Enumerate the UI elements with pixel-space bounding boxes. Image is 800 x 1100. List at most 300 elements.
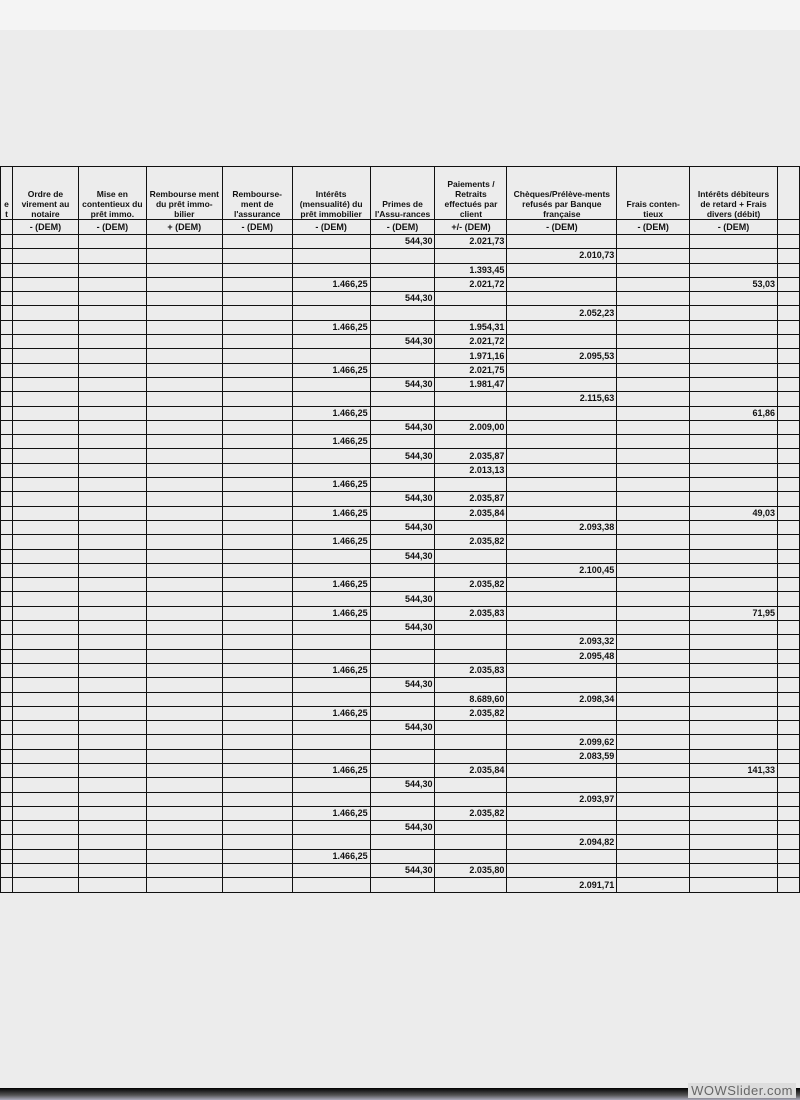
table-cell — [78, 806, 146, 820]
table-cell — [617, 492, 690, 506]
table-row — [1, 292, 800, 306]
table-cell — [690, 621, 778, 635]
table-cell — [78, 320, 146, 334]
table-row — [1, 492, 800, 506]
table-cell — [777, 778, 799, 792]
table-cell — [78, 435, 146, 449]
table-cell — [1, 249, 13, 263]
table-cell — [435, 649, 507, 663]
table-row — [1, 649, 800, 663]
table-cell — [12, 335, 78, 349]
table-cell — [12, 392, 78, 406]
table-cell — [78, 735, 146, 749]
table-cell — [12, 292, 78, 306]
table-cell — [690, 435, 778, 449]
table-cell — [222, 763, 292, 777]
table-cell — [617, 263, 690, 277]
table-cell — [1, 292, 13, 306]
table-row — [1, 749, 800, 763]
table-cell — [12, 692, 78, 706]
table-cell — [1, 806, 13, 820]
table-cell — [222, 392, 292, 406]
table-cell — [777, 263, 799, 277]
table-cell: 2.052,23 — [507, 306, 617, 320]
table-cell — [222, 420, 292, 434]
table-cell — [222, 306, 292, 320]
table-cell: 544,30 — [370, 449, 435, 463]
column-unit — [777, 220, 799, 235]
table-cell — [78, 749, 146, 763]
table-cell: 544,30 — [370, 721, 435, 735]
table-cell — [222, 249, 292, 263]
table-cell: 1.971,16 — [435, 349, 507, 363]
table-row — [1, 735, 800, 749]
table-cell — [435, 520, 507, 534]
table-cell — [78, 763, 146, 777]
table-cell — [690, 678, 778, 692]
table-cell — [777, 320, 799, 334]
table-cell — [12, 263, 78, 277]
table-cell — [777, 292, 799, 306]
table-cell — [78, 263, 146, 277]
table-cell — [370, 692, 435, 706]
table-cell — [617, 878, 690, 892]
table-cell — [1, 449, 13, 463]
table-cell — [12, 763, 78, 777]
table-row — [1, 864, 800, 878]
table-cell — [12, 377, 78, 391]
table-cell: 141,33 — [690, 763, 778, 777]
table-cell — [146, 663, 222, 677]
table-cell — [78, 478, 146, 492]
table-cell — [507, 778, 617, 792]
table-cell — [78, 535, 146, 549]
table-cell — [777, 749, 799, 763]
table-cell — [78, 706, 146, 720]
table-cell — [78, 678, 146, 692]
table-cell — [777, 692, 799, 706]
table-cell: 544,30 — [370, 678, 435, 692]
table-cell — [777, 349, 799, 363]
column-unit: - (DEM) — [370, 220, 435, 235]
table-cell — [78, 692, 146, 706]
table-cell — [12, 663, 78, 677]
table-cell — [12, 535, 78, 549]
table-cell — [370, 849, 435, 863]
table-cell — [146, 420, 222, 434]
table-cell — [777, 363, 799, 377]
table-cell: 2.010,73 — [507, 249, 617, 263]
table-cell — [78, 463, 146, 477]
table-cell — [12, 406, 78, 420]
table-cell — [690, 849, 778, 863]
table-cell — [617, 792, 690, 806]
column-header: Intérêts débiteurs de retard + Frais divers (débit) — [690, 167, 778, 220]
table-cell — [12, 435, 78, 449]
table-cell — [222, 263, 292, 277]
table-cell: 1.466,25 — [292, 849, 370, 863]
table-cell: 1.466,25 — [292, 277, 370, 291]
table-cell — [777, 792, 799, 806]
table-cell — [435, 592, 507, 606]
table-row — [1, 349, 800, 363]
table-cell — [617, 377, 690, 391]
table-cell — [370, 249, 435, 263]
table-cell — [370, 792, 435, 806]
table-cell — [222, 563, 292, 577]
table-cell — [370, 349, 435, 363]
table-cell — [690, 878, 778, 892]
table-cell — [617, 663, 690, 677]
table-cell: 2.098,34 — [507, 692, 617, 706]
table-cell — [617, 435, 690, 449]
table-cell — [777, 806, 799, 820]
slider-bottom-bar — [0, 1083, 800, 1100]
table-cell — [146, 306, 222, 320]
table-cell: 1.466,25 — [292, 506, 370, 520]
table-row — [1, 678, 800, 692]
table-cell — [12, 506, 78, 520]
table-cell — [222, 821, 292, 835]
table-cell: 544,30 — [370, 864, 435, 878]
table-cell — [292, 592, 370, 606]
table-cell — [78, 578, 146, 592]
table-cell — [12, 449, 78, 463]
table-cell — [617, 506, 690, 520]
table-cell: 1.981,47 — [435, 377, 507, 391]
table-cell — [777, 449, 799, 463]
table-cell: 2.013,13 — [435, 463, 507, 477]
table-cell — [146, 792, 222, 806]
table-cell — [370, 463, 435, 477]
table-cell — [617, 463, 690, 477]
table-cell — [78, 821, 146, 835]
table-cell — [435, 635, 507, 649]
column-header: Paiements / Retraits effectués par client — [435, 167, 507, 220]
column-unit — [1, 220, 13, 235]
table-cell — [435, 549, 507, 563]
table-cell — [78, 649, 146, 663]
table-cell — [435, 435, 507, 449]
table-cell — [690, 735, 778, 749]
table-cell — [1, 721, 13, 735]
table-cell — [1, 392, 13, 406]
table-cell — [12, 649, 78, 663]
table-cell — [1, 692, 13, 706]
table-cell — [617, 735, 690, 749]
table-cell — [507, 663, 617, 677]
table-cell — [370, 663, 435, 677]
table-cell — [690, 306, 778, 320]
column-unit: - (DEM) — [78, 220, 146, 235]
table-cell — [777, 392, 799, 406]
column-header — [777, 167, 799, 220]
header-row — [1, 167, 800, 220]
table-cell — [146, 806, 222, 820]
table-cell — [617, 406, 690, 420]
table-cell — [222, 277, 292, 291]
table-cell — [222, 792, 292, 806]
table-cell — [12, 249, 78, 263]
table-cell — [370, 306, 435, 320]
table-cell — [1, 420, 13, 434]
table-row — [1, 563, 800, 577]
table-cell — [617, 721, 690, 735]
table-row — [1, 792, 800, 806]
table-cell — [1, 763, 13, 777]
table-cell — [1, 563, 13, 577]
table-cell — [690, 235, 778, 249]
table-cell — [507, 435, 617, 449]
table-cell — [777, 849, 799, 863]
table-cell: 544,30 — [370, 235, 435, 249]
table-cell — [78, 592, 146, 606]
table-cell — [292, 249, 370, 263]
table-row — [1, 835, 800, 849]
table-cell — [617, 535, 690, 549]
table-cell — [146, 335, 222, 349]
table-cell: 2.035,82 — [435, 706, 507, 720]
column-unit: - (DEM) — [690, 220, 778, 235]
table-cell — [507, 549, 617, 563]
table-cell — [1, 635, 13, 649]
table-cell — [507, 721, 617, 735]
table-row — [1, 763, 800, 777]
table-cell — [12, 363, 78, 377]
table-cell — [146, 692, 222, 706]
table-cell — [777, 621, 799, 635]
table-cell — [146, 778, 222, 792]
column-unit: +/- (DEM) — [435, 220, 507, 235]
table-cell — [435, 721, 507, 735]
table-cell: 2.035,83 — [435, 663, 507, 677]
table-cell — [1, 778, 13, 792]
table-cell — [1, 663, 13, 677]
table-cell — [507, 263, 617, 277]
table-cell — [690, 864, 778, 878]
table-cell — [1, 506, 13, 520]
table-cell — [146, 749, 222, 763]
table-cell — [78, 849, 146, 863]
table-cell: 2.021,75 — [435, 363, 507, 377]
column-unit: + (DEM) — [146, 220, 222, 235]
table-cell — [146, 406, 222, 420]
table-cell — [617, 277, 690, 291]
table-row — [1, 449, 800, 463]
table-cell — [777, 878, 799, 892]
table-cell — [12, 349, 78, 363]
table-cell — [507, 320, 617, 334]
table-cell — [146, 649, 222, 663]
table-cell: 71,95 — [690, 606, 778, 620]
table-cell — [146, 864, 222, 878]
table-row — [1, 578, 800, 592]
table-cell: 2.021,72 — [435, 335, 507, 349]
table-cell — [690, 377, 778, 391]
scanned-page — [0, 30, 800, 1088]
table-cell — [146, 821, 222, 835]
table-cell — [1, 606, 13, 620]
column-header: Ordre de virement au notaire — [12, 167, 78, 220]
table-cell — [222, 621, 292, 635]
table-cell — [12, 864, 78, 878]
table-cell — [222, 864, 292, 878]
table-cell: 2.021,73 — [435, 235, 507, 249]
table-row — [1, 506, 800, 520]
table-cell — [690, 649, 778, 663]
table-row — [1, 663, 800, 677]
table-cell: 2.035,87 — [435, 449, 507, 463]
table-cell — [435, 406, 507, 420]
table-cell — [370, 635, 435, 649]
table-cell: 2.035,82 — [435, 806, 507, 820]
column-unit: - (DEM) — [12, 220, 78, 235]
table-cell — [370, 606, 435, 620]
table-cell — [1, 621, 13, 635]
table-cell: 2.100,45 — [507, 563, 617, 577]
table-cell — [222, 492, 292, 506]
table-cell — [292, 492, 370, 506]
table-cell — [690, 349, 778, 363]
table-cell — [1, 235, 13, 249]
table-cell — [370, 835, 435, 849]
table-cell — [507, 492, 617, 506]
table-cell — [617, 849, 690, 863]
table-cell — [777, 478, 799, 492]
table-cell — [292, 635, 370, 649]
table-row — [1, 878, 800, 892]
table-cell — [1, 492, 13, 506]
table-cell — [617, 306, 690, 320]
table-cell — [292, 549, 370, 563]
table-row — [1, 335, 800, 349]
table-cell — [777, 249, 799, 263]
table-cell — [222, 592, 292, 606]
table-cell — [78, 549, 146, 563]
table-row — [1, 478, 800, 492]
table-cell — [507, 606, 617, 620]
table-cell — [292, 821, 370, 835]
table-cell — [507, 621, 617, 635]
table-cell — [690, 749, 778, 763]
table-cell: 2.035,82 — [435, 535, 507, 549]
table-cell — [146, 520, 222, 534]
table-row — [1, 420, 800, 434]
table-cell — [617, 292, 690, 306]
table-cell — [1, 592, 13, 606]
table-cell: 1.466,25 — [292, 363, 370, 377]
table-cell — [146, 235, 222, 249]
table-cell — [777, 706, 799, 720]
table-cell — [12, 821, 78, 835]
table-cell: 544,30 — [370, 492, 435, 506]
table-cell — [435, 792, 507, 806]
table-cell — [507, 678, 617, 692]
table-cell: 544,30 — [370, 520, 435, 534]
table-cell — [12, 635, 78, 649]
table-cell — [146, 277, 222, 291]
table-cell — [435, 478, 507, 492]
table-cell — [370, 406, 435, 420]
column-header: Mise en contentieux du prêt immo. — [78, 167, 146, 220]
table-cell — [1, 749, 13, 763]
table-cell — [690, 492, 778, 506]
table-cell — [617, 363, 690, 377]
table-cell — [617, 806, 690, 820]
table-cell: 53,03 — [690, 277, 778, 291]
table-cell — [777, 635, 799, 649]
table-cell — [1, 263, 13, 277]
table-cell — [146, 292, 222, 306]
table-cell — [777, 535, 799, 549]
table-row — [1, 277, 800, 291]
table-cell — [146, 492, 222, 506]
table-cell — [146, 849, 222, 863]
table-cell — [12, 478, 78, 492]
table-cell — [12, 621, 78, 635]
table-cell — [146, 349, 222, 363]
column-header: Chèques/Prélève-ments refusés par Banque française — [507, 167, 617, 220]
table-row — [1, 821, 800, 835]
table-cell — [222, 878, 292, 892]
table-cell — [292, 420, 370, 434]
table-cell — [617, 835, 690, 849]
table-cell — [292, 263, 370, 277]
table-row — [1, 635, 800, 649]
table-cell — [78, 663, 146, 677]
table-cell — [222, 335, 292, 349]
table-cell — [1, 406, 13, 420]
table-cell — [777, 420, 799, 434]
table-cell — [617, 763, 690, 777]
table-cell — [777, 663, 799, 677]
table-cell — [146, 478, 222, 492]
table-cell — [1, 578, 13, 592]
table-cell — [617, 592, 690, 606]
table-cell — [617, 821, 690, 835]
table-cell — [12, 835, 78, 849]
table-cell: 544,30 — [370, 377, 435, 391]
table-cell: 2.094,82 — [507, 835, 617, 849]
account-table-wrapper — [0, 166, 800, 893]
table-cell: 544,30 — [370, 621, 435, 635]
table-cell — [12, 706, 78, 720]
table-cell — [370, 320, 435, 334]
table-cell — [777, 578, 799, 592]
table-cell — [222, 449, 292, 463]
table-row — [1, 849, 800, 863]
table-cell — [222, 649, 292, 663]
table-cell — [435, 735, 507, 749]
column-header: e t — [1, 167, 13, 220]
table-cell — [222, 778, 292, 792]
table-cell: 2.095,53 — [507, 349, 617, 363]
table-cell — [507, 406, 617, 420]
table-cell — [78, 878, 146, 892]
table-cell — [617, 392, 690, 406]
table-cell — [370, 506, 435, 520]
table-cell — [690, 663, 778, 677]
table-cell — [617, 706, 690, 720]
table-cell — [777, 678, 799, 692]
table-cell — [690, 363, 778, 377]
table-cell — [78, 606, 146, 620]
table-row — [1, 778, 800, 792]
table-cell — [146, 592, 222, 606]
column-header: Frais conten-tieux — [617, 167, 690, 220]
table-cell — [1, 792, 13, 806]
table-cell: 1.466,25 — [292, 535, 370, 549]
